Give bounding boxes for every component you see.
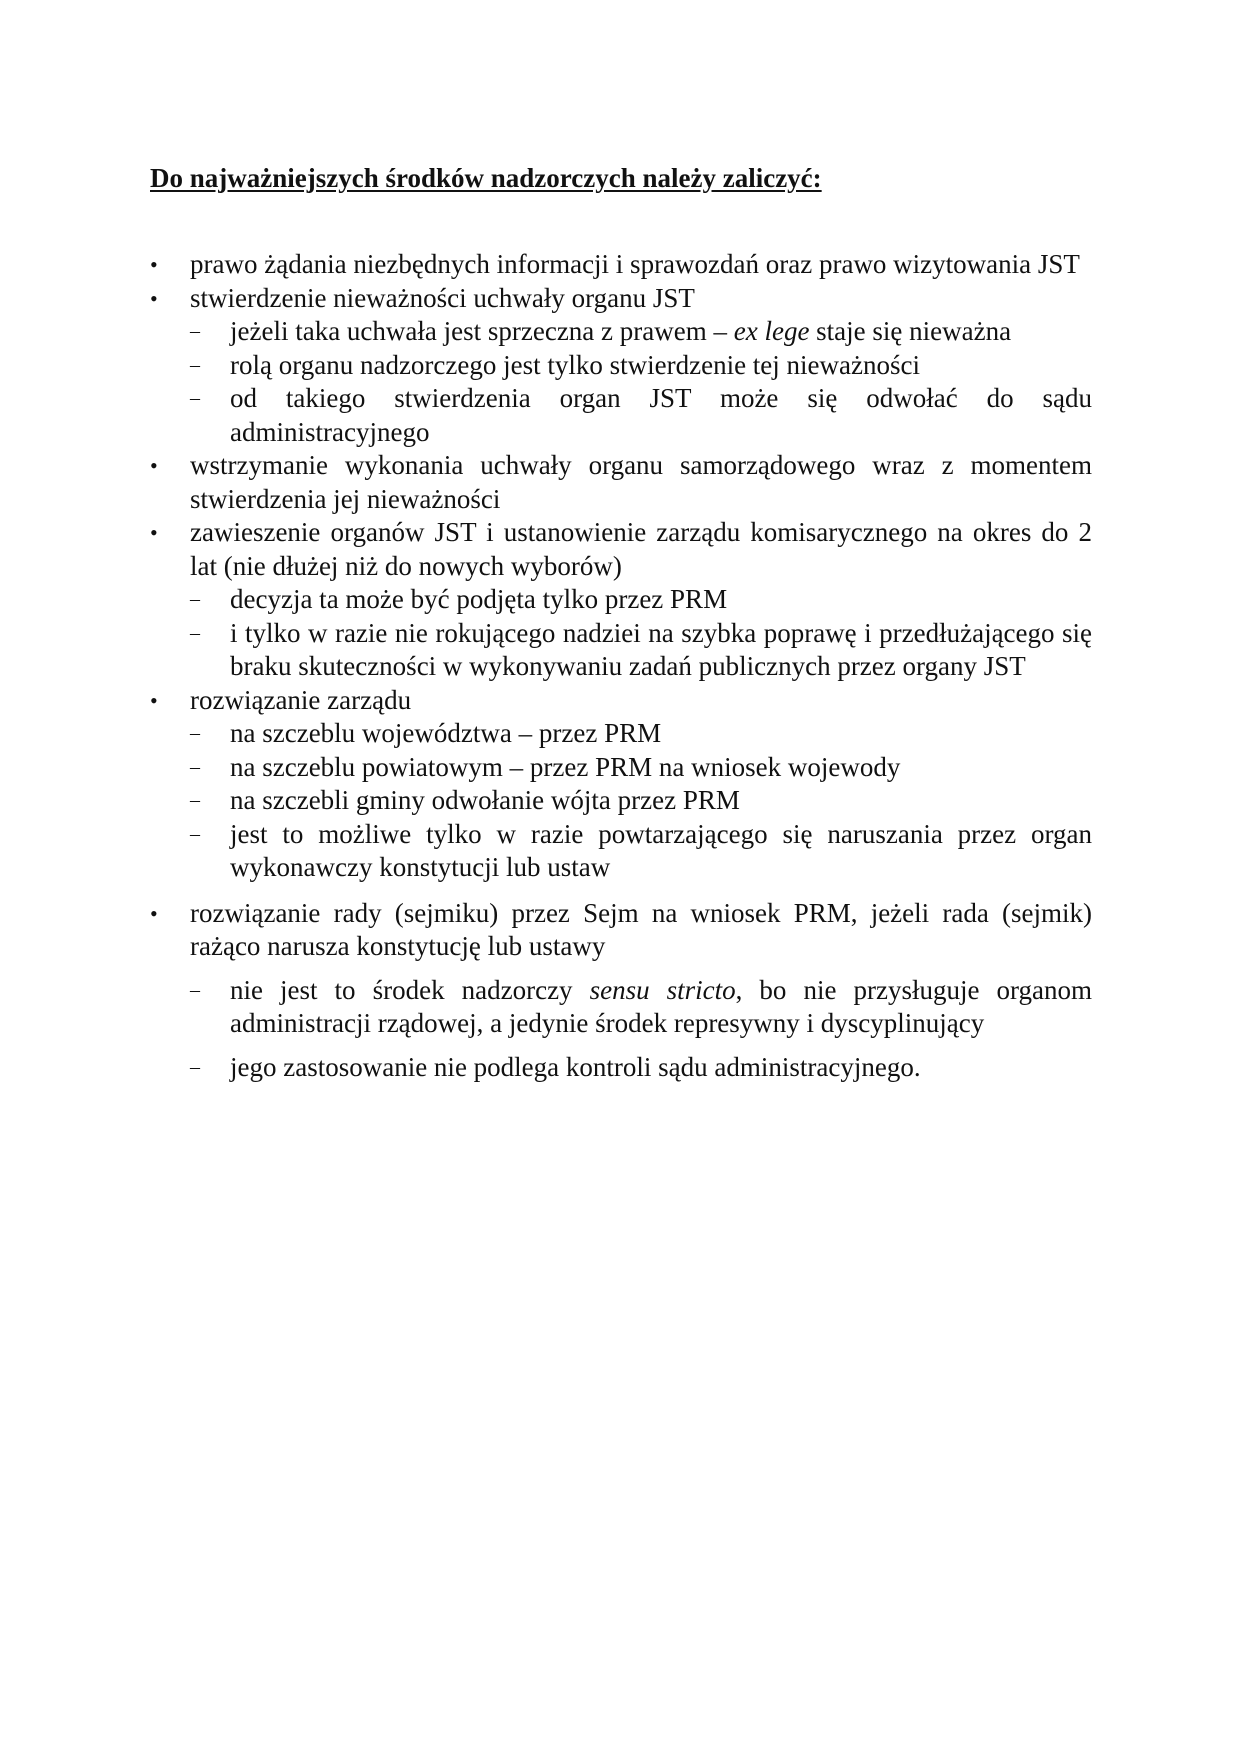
sub-list-item bbox=[190, 818, 1092, 885]
dash-icon: – bbox=[190, 822, 200, 845]
list-item-text: rozwiązanie rady (sejmiku) przez Sejm na wniosek PRM, jeżeli rada (sejmik) rażąco narusza konstytucję lub ustawy bbox=[190, 897, 1092, 961]
text-run: nie jest to środek nadzorczy bbox=[230, 974, 590, 1005]
sub-list-item bbox=[190, 315, 1092, 349]
dash-icon: – bbox=[190, 320, 200, 342]
list-item-text: rozwiązanie zarządu bbox=[190, 684, 412, 715]
dash-icon: – bbox=[190, 978, 200, 1001]
list-item-text: wstrzymanie wykonania uchwały organu samorządowego wraz z momentem stwierdzenia jej nieważności bbox=[190, 450, 1092, 514]
text-run: staje się nieważna bbox=[809, 316, 1012, 346]
sub-list bbox=[190, 717, 1092, 885]
list-item bbox=[150, 516, 1092, 684]
sub-list-item-text: jego zastosowanie nie podlega kontroli sądu administracyjnego. bbox=[230, 1051, 921, 1082]
sub-list-item-text: jest to możliwe tylko w razie powtarzającego się naruszania przez organ wykonawczy konstytucji lub ustaw bbox=[230, 818, 1092, 882]
bullet-icon: • bbox=[150, 453, 158, 478]
list-item-text: prawo żądania niezbędnych informacji i sprawozdań oraz prawo wizytowania JST bbox=[190, 249, 1080, 279]
sub-list bbox=[190, 315, 1092, 449]
dash-icon: – bbox=[190, 353, 200, 376]
sub-list-item bbox=[190, 349, 1092, 383]
sub-list-item bbox=[190, 784, 1092, 818]
sub-list-item bbox=[190, 583, 1092, 617]
sub-list-item bbox=[190, 617, 1092, 684]
sub-list bbox=[190, 583, 1092, 684]
sub-list-item-text bbox=[230, 315, 1092, 349]
sub-list-item-text: na szczeblu województwa – przez PRM bbox=[230, 718, 662, 748]
list-item bbox=[150, 449, 1092, 516]
text-run: jeżeli taka uchwała jest sprzeczna z prawem – bbox=[230, 316, 734, 346]
list-item bbox=[150, 282, 1092, 450]
sub-list-item-text: na szczebli gminy odwołanie wójta przez PRM bbox=[230, 785, 740, 815]
sub-list-item-text: rolą organu nadzorczego jest tylko stwierdzenie tej nieważności bbox=[230, 349, 920, 380]
list-item bbox=[150, 248, 1092, 282]
sub-list bbox=[190, 974, 1092, 1085]
sub-list-item-text: od takiego stwierdzenia organ JST może się odwołać do sądu administracyjnego bbox=[230, 383, 1092, 447]
sub-list-item bbox=[190, 717, 1092, 751]
dash-icon: – bbox=[190, 789, 200, 811]
bullet-list bbox=[150, 248, 1092, 1084]
sub-list-item-text bbox=[230, 974, 1092, 1041]
list-item bbox=[150, 897, 1092, 1085]
italic-term: sensu stricto bbox=[589, 974, 736, 1005]
sub-list-item bbox=[190, 974, 1092, 1041]
sub-list-item bbox=[190, 1051, 1092, 1085]
dash-icon: – bbox=[190, 1055, 200, 1078]
dash-icon: – bbox=[190, 387, 200, 409]
bullet-icon: • bbox=[150, 252, 158, 277]
sub-list-item-text: na szczeblu powiatowym – przez PRM na wniosek wojewody bbox=[230, 751, 901, 782]
dash-icon: – bbox=[190, 621, 200, 644]
dash-icon: – bbox=[190, 588, 200, 610]
bullet-icon: • bbox=[150, 687, 158, 713]
sub-list-item-text: i tylko w razie nie rokującego nadziei na szybka poprawę i przedłużającego się braku skuteczności w wykonywaniu zadań publicznych przez organy JST bbox=[230, 617, 1092, 681]
italic-term: ex lege bbox=[733, 316, 810, 346]
document-heading: Do najważniejszych środków nadzorczych należy zaliczyć: bbox=[150, 163, 822, 193]
dash-icon: – bbox=[190, 755, 200, 778]
document-page bbox=[150, 160, 1092, 1084]
sub-list-item bbox=[190, 382, 1092, 449]
bullet-icon: • bbox=[150, 520, 158, 545]
list-item-text: zawieszenie organów JST i ustanowienie zarządu komisarycznego na okres do 2 lat (nie dłużej niż do nowych wyborów) bbox=[190, 517, 1092, 581]
list-item bbox=[150, 684, 1092, 885]
sub-list-item-text: decyzja ta może być podjęta tylko przez PRM bbox=[230, 584, 728, 614]
bullet-icon: • bbox=[150, 900, 158, 926]
text-run: , bo nie przysługuje organom administracji rządowej, a jedynie środek represywny i dyscyplinujący bbox=[230, 974, 1092, 1038]
bullet-icon: • bbox=[150, 285, 158, 311]
list-item-text: stwierdzenie nieważności uchwały organu JST bbox=[190, 282, 695, 313]
sub-list-item bbox=[190, 751, 1092, 785]
dash-icon: – bbox=[190, 722, 200, 744]
